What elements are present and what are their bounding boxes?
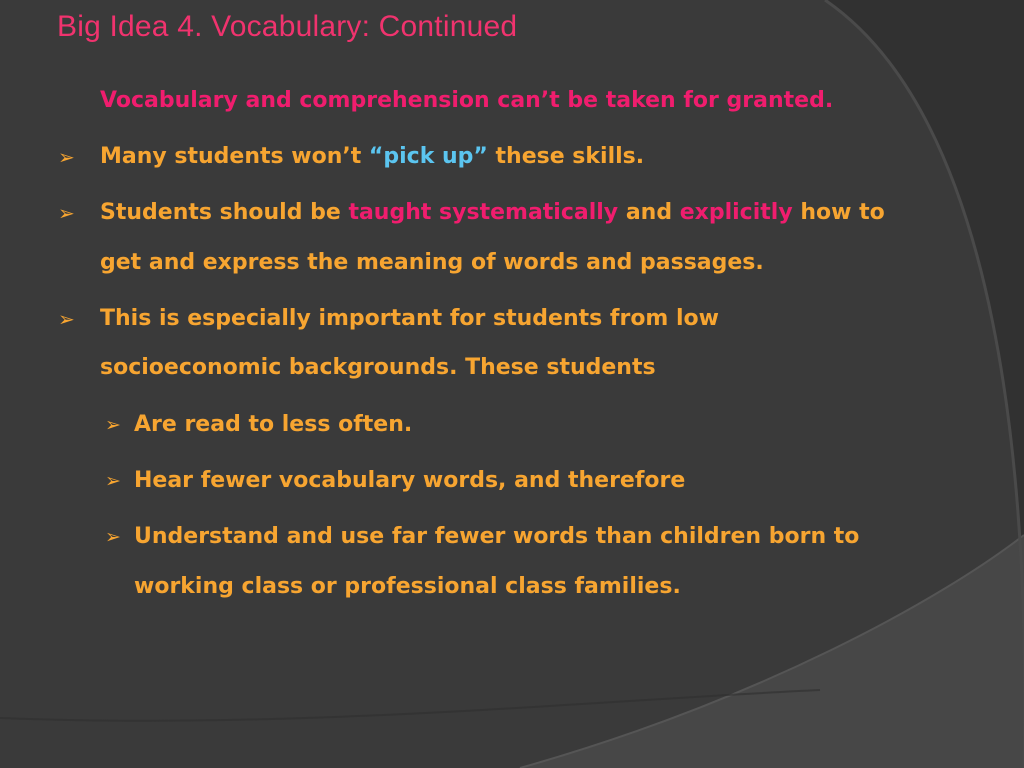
- bullet-1-highlight: “pick up”: [368, 144, 488, 169]
- sub-bullet-arrow-icon: ➢: [105, 414, 121, 436]
- sub-bullet-1: Are read to less often.: [134, 412, 413, 437]
- bullet-arrow-icon: ➢: [58, 201, 75, 225]
- sub-bullet-arrow-icon: ➢: [105, 526, 121, 548]
- sub-bullet-3-line-2: working class or professional class families.: [134, 574, 681, 599]
- bullet-1: [100, 144, 644, 169]
- bullet-arrow-icon: ➢: [58, 307, 75, 331]
- intro-text: Vocabulary and comprehension can’t be taken for granted.: [100, 88, 834, 113]
- sub-bullet-2: Hear fewer vocabulary words, and therefore: [134, 468, 686, 493]
- bullet-1-text-b: these skills.: [487, 144, 645, 169]
- bullet-2-text-a: Students should be: [100, 200, 349, 225]
- bullet-2-highlight-1: taught systematically: [348, 200, 619, 225]
- slide-title: Big Idea 4. Vocabulary: Continued: [57, 10, 518, 43]
- bullet-2-highlight-2: explicitly: [679, 200, 793, 225]
- bullet-arrow-icon: ➢: [58, 145, 75, 169]
- sub-bullet-arrow-icon: ➢: [105, 470, 121, 492]
- bullet-1-text-a: Many students won’t: [100, 144, 369, 169]
- bullet-3-line-2: socioeconomic backgrounds. These students: [100, 355, 656, 380]
- bullet-2-text-b: and: [618, 200, 680, 225]
- bullet-3-line-1: This is especially important for students from low: [100, 306, 719, 331]
- sub-bullet-3-line-1: Understand and use far fewer words than children born to: [134, 524, 860, 549]
- bullet-2-line-1: [100, 200, 885, 225]
- bullet-2-line-2: get and express the meaning of words and passages.: [100, 250, 764, 275]
- bullet-2-text-c: how to: [792, 200, 885, 225]
